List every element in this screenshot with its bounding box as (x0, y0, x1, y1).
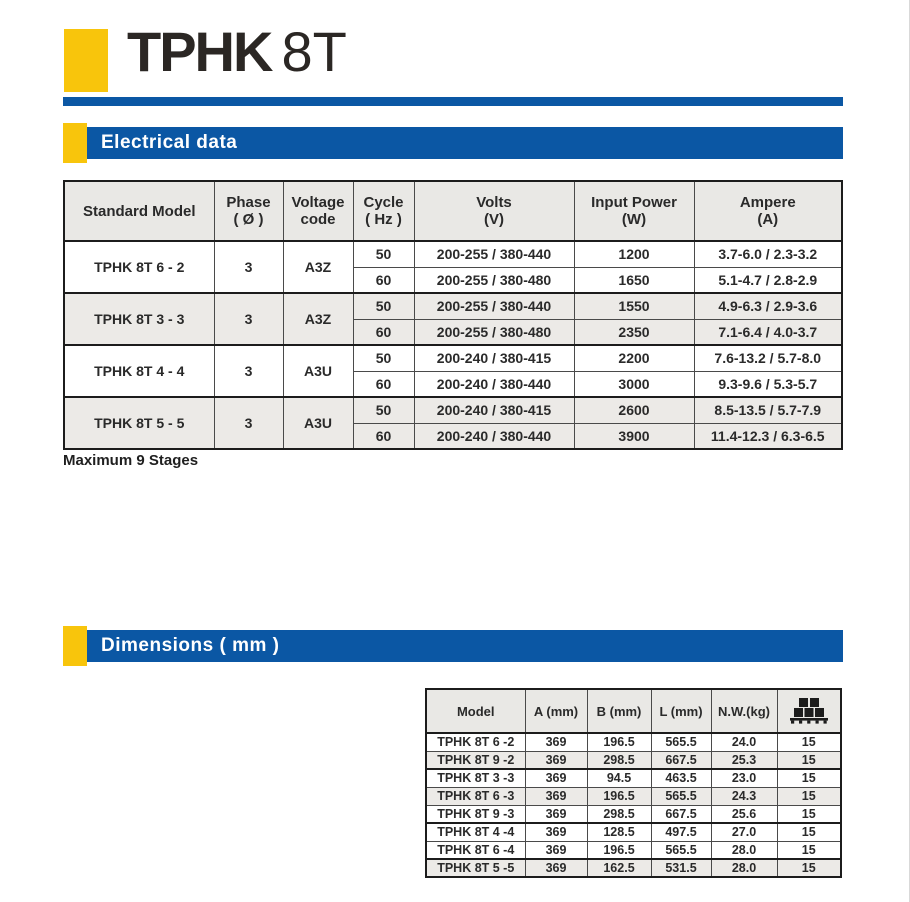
model-cell: TPHK 8T 6 -2 (426, 733, 525, 751)
volts-cell: 200-255 / 380-480 (414, 319, 574, 345)
table-row (426, 823, 841, 841)
pallet-qty-cell: 15 (777, 841, 841, 859)
header-volts: Volts (V) (414, 181, 574, 241)
volts-cell: 200-240 / 380-440 (414, 371, 574, 397)
header-b-mm: B (mm) (587, 689, 651, 733)
model-cell: TPHK 8T 4 -4 (426, 823, 525, 841)
ampere-cell: 7.6-13.2 / 5.7-8.0 (694, 345, 842, 371)
b-cell: 162.5 (587, 859, 651, 877)
ampere-cell: 8.5-13.5 / 5.7-7.9 (694, 397, 842, 423)
model-cell: TPHK 8T 3 - 3 (64, 293, 214, 345)
model-cell: TPHK 8T 6 -4 (426, 841, 525, 859)
header-voltage-code: Voltage code (283, 181, 353, 241)
b-cell: 196.5 (587, 733, 651, 751)
a-cell: 369 (525, 805, 587, 823)
electrical-table (63, 180, 843, 450)
nw-cell: 27.0 (711, 823, 777, 841)
l-cell: 531.5 (651, 859, 711, 877)
cycle-cell: 60 (353, 423, 414, 449)
volts-cell: 200-255 / 380-480 (414, 267, 574, 293)
dimensions-table (425, 688, 842, 878)
volts-cell: 200-255 / 380-440 (414, 293, 574, 319)
ampere-cell: 11.4-12.3 / 6.3-6.5 (694, 423, 842, 449)
cycle-cell: 60 (353, 319, 414, 345)
dimensions-header-row (426, 689, 841, 733)
a-cell: 369 (525, 769, 587, 787)
cycle-cell: 50 (353, 293, 414, 319)
ampere-cell: 4.9-6.3 / 2.9-3.6 (694, 293, 842, 319)
section-heading-dimensions: Dimensions ( mm ) (101, 635, 280, 656)
table-row (64, 397, 842, 423)
phase-cell: 3 (214, 241, 283, 293)
l-cell: 497.5 (651, 823, 711, 841)
table-row (64, 293, 842, 319)
table-row (426, 841, 841, 859)
power-cell: 1650 (574, 267, 694, 293)
table-row (426, 859, 841, 877)
page-title (127, 20, 347, 84)
section-yellow-chip (63, 123, 87, 163)
pallet-qty-cell: 15 (777, 823, 841, 841)
voltage-code-cell: A3U (283, 345, 353, 397)
section-yellow-chip (63, 626, 87, 666)
model-cell: TPHK 8T 6 -3 (426, 787, 525, 805)
table-row (64, 345, 842, 371)
voltage-code-cell: A3Z (283, 293, 353, 345)
cycle-cell: 50 (353, 345, 414, 371)
volts-cell: 200-240 / 380-440 (414, 423, 574, 449)
volts-cell: 200-255 / 380-440 (414, 241, 574, 267)
header-a-mm: A (mm) (525, 689, 587, 733)
max-stages-note: Maximum 9 Stages (63, 452, 199, 469)
a-cell: 369 (525, 787, 587, 805)
pallet-quantity-icon (790, 698, 828, 724)
cycle-cell: 60 (353, 371, 414, 397)
phase-cell: 3 (214, 345, 283, 397)
header-phase: Phase ( Ø ) (214, 181, 283, 241)
model-cell: TPHK 8T 4 - 4 (64, 345, 214, 397)
power-cell: 3900 (574, 423, 694, 449)
header-ampere: Ampere (A) (694, 181, 842, 241)
b-cell: 196.5 (587, 787, 651, 805)
pallet-qty-cell: 15 (777, 769, 841, 787)
cycle-cell: 50 (353, 241, 414, 267)
pallet-qty-cell: 15 (777, 805, 841, 823)
a-cell: 369 (525, 751, 587, 769)
table-row (426, 751, 841, 769)
voltage-code-cell: A3Z (283, 241, 353, 293)
electrical-header-row (64, 181, 842, 241)
section-bar-dimensions (63, 626, 843, 666)
model-cell: TPHK 8T 5 - 5 (64, 397, 214, 449)
table-row (64, 241, 842, 267)
model-cell: TPHK 8T 9 -3 (426, 805, 525, 823)
a-cell: 369 (525, 841, 587, 859)
power-cell: 1550 (574, 293, 694, 319)
ampere-cell: 3.7-6.0 / 2.3-3.2 (694, 241, 842, 267)
volts-cell: 200-240 / 380-415 (414, 345, 574, 371)
table-row (426, 769, 841, 787)
power-cell: 1200 (574, 241, 694, 267)
l-cell: 463.5 (651, 769, 711, 787)
pallet-qty-cell: 15 (777, 733, 841, 751)
pallet-qty-cell: 15 (777, 859, 841, 877)
nw-cell: 28.0 (711, 859, 777, 877)
a-cell: 369 (525, 859, 587, 877)
phase-cell: 3 (214, 293, 283, 345)
header-input-power: Input Power (W) (574, 181, 694, 241)
ampere-cell: 9.3-9.6 / 5.3-5.7 (694, 371, 842, 397)
ampere-cell: 7.1-6.4 / 4.0-3.7 (694, 319, 842, 345)
page-title-sub: 8T (281, 20, 347, 83)
page-title-main: TPHK (127, 20, 272, 83)
header-model: Model (426, 689, 525, 733)
l-cell: 667.5 (651, 805, 711, 823)
header-standard-model: Standard Model (64, 181, 214, 241)
b-cell: 94.5 (587, 769, 651, 787)
b-cell: 298.5 (587, 805, 651, 823)
nw-cell: 28.0 (711, 841, 777, 859)
power-cell: 2350 (574, 319, 694, 345)
phase-cell: 3 (214, 397, 283, 449)
brand-yellow-block (64, 29, 108, 92)
l-cell: 667.5 (651, 751, 711, 769)
voltage-code-cell: A3U (283, 397, 353, 449)
cycle-cell: 60 (353, 267, 414, 293)
cycle-cell: 50 (353, 397, 414, 423)
power-cell: 3000 (574, 371, 694, 397)
header-l-mm: L (mm) (651, 689, 711, 733)
header-net-weight: N.W.(kg) (711, 689, 777, 733)
model-cell: TPHK 8T 3 -3 (426, 769, 525, 787)
model-cell: TPHK 8T 9 -2 (426, 751, 525, 769)
b-cell: 128.5 (587, 823, 651, 841)
nw-cell: 25.6 (711, 805, 777, 823)
nw-cell: 24.3 (711, 787, 777, 805)
b-cell: 298.5 (587, 751, 651, 769)
l-cell: 565.5 (651, 733, 711, 751)
nw-cell: 24.0 (711, 733, 777, 751)
section-bar-electrical (63, 123, 843, 163)
title-divider-rule (63, 97, 843, 106)
l-cell: 565.5 (651, 787, 711, 805)
table-row (426, 805, 841, 823)
header-cycle: Cycle ( Hz ) (353, 181, 414, 241)
ampere-cell: 5.1-4.7 / 2.8-2.9 (694, 267, 842, 293)
section-blue-band (87, 630, 843, 662)
nw-cell: 25.3 (711, 751, 777, 769)
b-cell: 196.5 (587, 841, 651, 859)
power-cell: 2600 (574, 397, 694, 423)
pallet-qty-cell: 15 (777, 787, 841, 805)
section-blue-band (87, 127, 843, 159)
nw-cell: 23.0 (711, 769, 777, 787)
volts-cell: 200-240 / 380-415 (414, 397, 574, 423)
pallet-qty-cell: 15 (777, 751, 841, 769)
table-row (426, 787, 841, 805)
a-cell: 369 (525, 733, 587, 751)
model-cell: TPHK 8T 5 -5 (426, 859, 525, 877)
table-row (426, 733, 841, 751)
power-cell: 2200 (574, 345, 694, 371)
section-heading-electrical: Electrical data (101, 132, 238, 153)
model-cell: TPHK 8T 6 - 2 (64, 241, 214, 293)
a-cell: 369 (525, 823, 587, 841)
header-pallet-qty (777, 689, 841, 733)
l-cell: 565.5 (651, 841, 711, 859)
